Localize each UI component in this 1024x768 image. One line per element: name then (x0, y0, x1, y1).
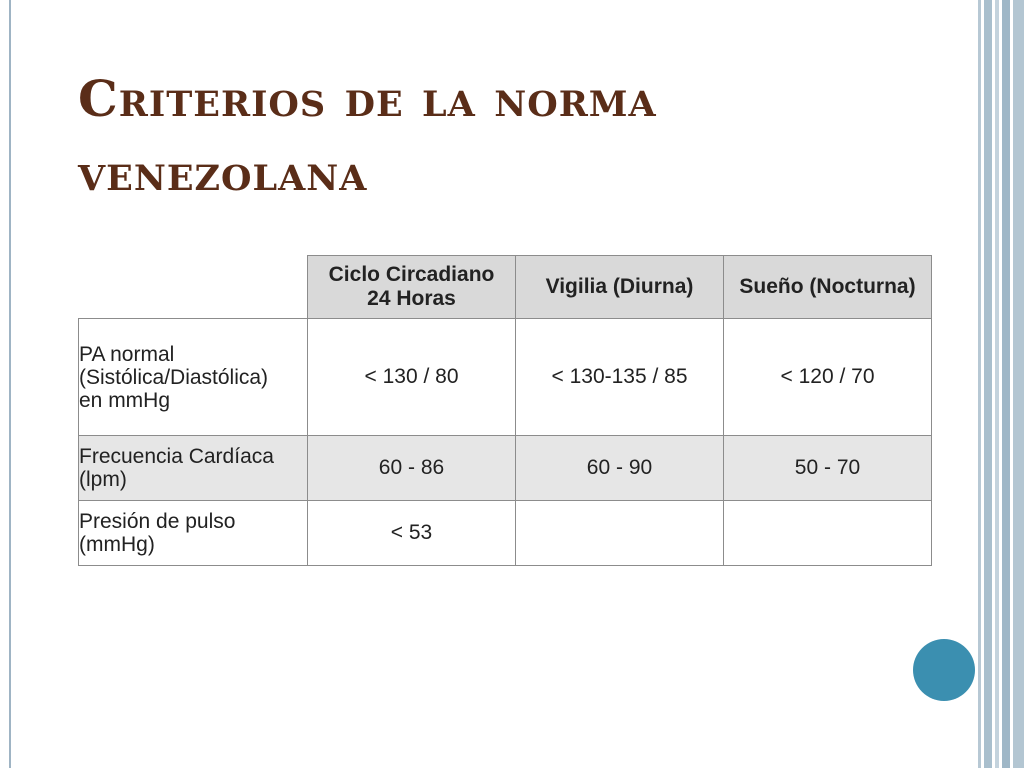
table-cell: < 120 / 70 (724, 319, 932, 436)
title-line-1: Criterios de la norma (78, 69, 657, 128)
row-label-frecuencia (79, 436, 308, 501)
label-text: Frecuencia Cardíaca (79, 445, 274, 468)
slide-title (78, 62, 938, 210)
table-cell: 60 - 86 (308, 436, 516, 501)
row-label-pa-normal (79, 319, 308, 436)
header-text: 24 Horas (367, 287, 456, 310)
table-row (79, 436, 932, 501)
label-text: PA normal (79, 342, 175, 366)
header-text: Vigilia (Diurna) (545, 275, 694, 298)
right-stripe (1013, 0, 1024, 768)
accent-circle (913, 639, 975, 701)
table-cell (516, 501, 724, 566)
table-cell: 50 - 70 (724, 436, 932, 501)
column-header-circadian (308, 256, 516, 319)
table-corner-cell (79, 256, 308, 319)
table-cell: < 53 (308, 501, 516, 566)
row-label-presion-pulso (79, 501, 308, 566)
label-text: en mmHg (79, 388, 171, 412)
table-cell (724, 501, 932, 566)
label-text: (Sistólica/Diastólica) (79, 365, 269, 389)
column-header-sueno (724, 256, 932, 319)
right-stripe (995, 0, 999, 768)
label-text: Presión de pulso (79, 510, 236, 533)
table-row (79, 319, 932, 436)
table-cell: < 130-135 / 85 (516, 319, 724, 436)
right-stripe (1002, 0, 1010, 768)
table-header-row (79, 256, 932, 319)
criteria-table (78, 255, 932, 566)
label-text: (lpm) (79, 468, 127, 491)
table-cell: 60 - 90 (516, 436, 724, 501)
column-header-vigilia (516, 256, 724, 319)
header-text: Ciclo Circadiano (328, 263, 495, 286)
table-cell: < 130 / 80 (308, 319, 516, 436)
left-border-line (9, 0, 11, 768)
title-line-2: venezolana (78, 143, 368, 202)
right-stripe (978, 0, 981, 768)
right-stripe (984, 0, 992, 768)
table-row (79, 501, 932, 566)
header-text: Sueño (Nocturna) (739, 275, 916, 298)
label-text: (mmHg) (79, 533, 155, 556)
